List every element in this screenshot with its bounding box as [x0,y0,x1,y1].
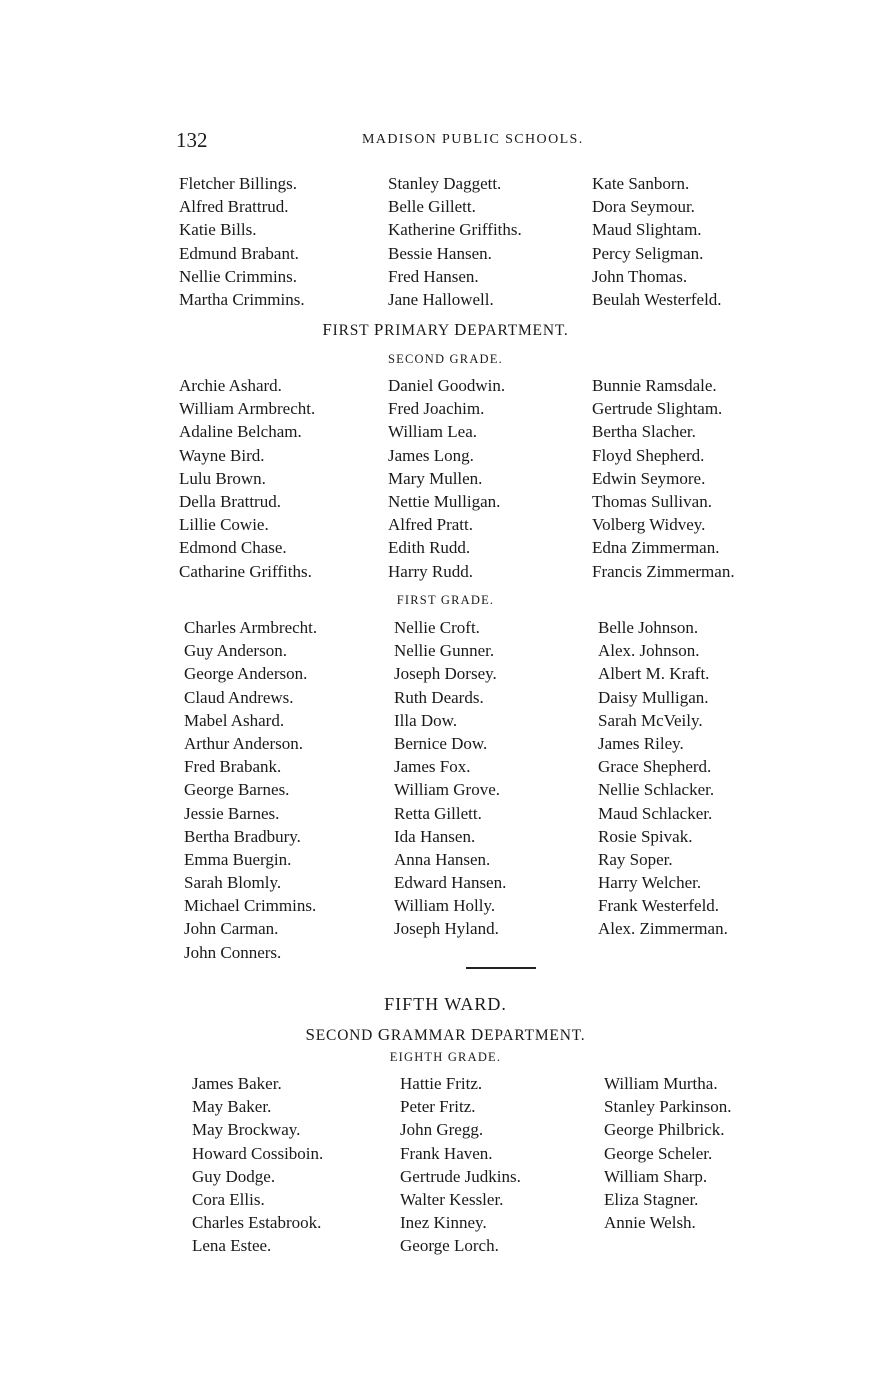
student-name: Maud Schlacker. [598,803,713,823]
student-name: Nellie Gunner. [394,641,495,661]
student-name: Eliza Stagner. [604,1189,699,1209]
name-column-1 [179,172,305,311]
name-column-1 [179,374,315,583]
student-name: Inez Kinney. [400,1213,487,1233]
grade-heading: SECOND GRADE. [388,352,503,366]
student-name: Walter Kessler. [400,1189,504,1209]
student-name: Stanley Parkinson. [604,1097,732,1117]
student-name: William Sharp. [604,1166,708,1186]
student-name: May Baker. [192,1097,272,1117]
student-name: George Barnes. [184,780,290,800]
page-number: 132 [176,128,208,152]
name-column-2 [394,616,506,941]
student-name: James Long. [388,445,474,465]
student-name: Lulu Brown. [179,468,266,488]
name-column-3 [592,172,722,311]
name-column-2 [388,374,505,583]
student-name: Edwin Seymore. [592,468,706,488]
student-name: Jessie Barnes. [184,803,280,823]
name-column-2 [388,172,522,311]
student-name: Archie Ashard. [179,376,282,395]
student-name: Fred Brabank. [184,757,282,777]
name-column-1 [184,616,317,964]
student-name: Guy Anderson. [184,641,287,661]
student-name: James Fox. [394,757,471,777]
student-name: Arthur Anderson. [184,733,303,753]
student-name: Francis Zimmerman. [592,561,735,581]
student-name: Edmund Brabant. [179,243,299,263]
student-name: Grace Shepherd. [598,757,712,777]
student-name: Bessie Hansen. [388,243,492,263]
grade-heading: EIGHTH GRADE. [389,1050,502,1064]
student-name: Katie Bills. [179,220,257,240]
student-name: Retta Gillett. [394,803,482,823]
student-name: Bunnie Ramsdale. [592,376,717,395]
student-name: Anna Hansen. [394,849,491,869]
student-name: Edward Hansen. [394,873,507,893]
student-name: Harry Rudd. [388,561,473,581]
student-name: Stanley Daggett. [388,174,502,193]
student-name: Emma Buergin. [184,849,292,869]
student-name: Lena Estee. [192,1236,272,1256]
student-name: Nettie Mulligan. [388,491,501,511]
student-name: Joseph Hyland. [394,919,499,939]
student-name: Edith Rudd. [388,538,471,558]
student-name: Charles Armbrecht. [184,618,318,637]
student-name: William Lea. [388,422,478,442]
student-name: Edna Zimmerman. [592,538,720,558]
student-name: Wayne Bird. [179,445,265,465]
student-name: Howard Cossiboin. [192,1143,324,1163]
student-name: Charles Estabrook. [192,1213,322,1233]
student-name: John Carman. [184,919,279,939]
student-name: Thomas Sullivan. [592,491,712,511]
student-name: Mabel Ashard. [184,710,285,730]
student-name: Alfred Brattrud. [179,197,289,217]
department-heading: SECOND GRAMMAR DEPARTMENT. [305,1025,586,1044]
student-name: Sarah McVeily. [598,710,703,730]
student-name: May Brockway. [192,1120,301,1140]
student-name: Maud Slightam. [592,220,702,240]
student-name: Annie Welsh. [604,1213,696,1233]
name-column-3 [592,374,735,583]
student-name: William Murtha. [604,1074,718,1093]
ward-heading: FIFTH WARD. [384,994,507,1014]
student-name: John Gregg. [400,1120,484,1140]
student-name: James Baker. [192,1074,282,1093]
student-name: Nellie Croft. [394,618,480,637]
student-name: Kate Sanborn. [592,174,690,193]
student-name: Martha Crimmins. [179,289,305,309]
running-title: MADISON PUBLIC SCHOOLS. [362,132,584,147]
student-name: William Holly. [394,896,496,916]
student-name: Gertrude Slightam. [592,399,723,419]
student-name: Bernice Dow. [394,733,488,753]
student-name: Fletcher Billings. [179,174,298,193]
student-name: Alex. Johnson. [598,641,700,661]
student-name: Catharine Griffiths. [179,561,312,581]
student-name: Della Brattrud. [179,491,281,511]
student-name: Ida Hansen. [394,826,476,846]
student-name: Daisy Mulligan. [598,687,709,707]
student-name: Joseph Dorsey. [394,664,497,684]
student-name: Daniel Goodwin. [388,376,506,395]
student-name: Fred Hansen. [388,266,479,286]
student-name: Gertrude Judkins. [400,1166,521,1186]
student-name: Percy Seligman. [592,243,704,263]
name-column-3 [598,616,728,941]
student-name: Albert M. Kraft. [598,664,710,684]
student-name: Michael Crimmins. [184,896,317,916]
student-name: Alex. Zimmerman. [598,919,728,939]
student-name: Belle Johnson. [598,618,699,637]
student-name: William Grove. [394,780,501,800]
student-name: Illa Dow. [394,710,458,730]
student-name: Guy Dodge. [192,1166,276,1186]
student-name: Edmond Chase. [179,538,287,558]
student-name: Lillie Cowie. [179,515,269,535]
student-name: Alfred Pratt. [388,515,473,535]
student-name: Floyd Shepherd. [592,445,705,465]
student-name: Adaline Belcham. [179,422,302,442]
student-name: George Anderson. [184,664,308,684]
student-name: George Philbrick. [604,1120,725,1140]
name-column-2 [400,1072,521,1258]
student-name: Jane Hallowell. [388,289,494,309]
student-name: John Conners. [184,942,282,962]
department-heading: FIRST PRIMARY DEPARTMENT. [322,320,569,339]
student-name: Ray Soper. [598,849,673,869]
student-name: Dora Seymour. [592,197,695,217]
student-name: Mary Mullen. [388,468,483,488]
student-name: Katherine Griffiths. [388,220,522,240]
student-name: Hattie Fritz. [400,1074,483,1093]
student-name: James Riley. [598,733,684,753]
student-name: Belle Gillett. [388,197,476,217]
student-name: Ruth Deards. [394,687,484,707]
running-head [176,128,631,152]
student-name: Claud Andrews. [184,687,294,707]
student-name: Nellie Crimmins. [179,266,298,286]
student-name: Rosie Spivak. [598,826,693,846]
name-column-1 [192,1072,323,1258]
student-name: William Armbrecht. [179,399,316,419]
student-name: George Scheler. [604,1143,713,1163]
section-divider [466,967,536,969]
student-name: Nellie Schlacker. [598,780,715,800]
student-name: Peter Fritz. [400,1097,476,1117]
student-name: Bertha Slacher. [592,422,696,442]
student-name: Fred Joachim. [388,399,485,419]
grade-heading: FIRST GRADE. [396,593,495,607]
student-name: Beulah Westerfeld. [592,289,722,309]
student-name: George Lorch. [400,1236,499,1256]
student-name: Sarah Blomly. [184,873,282,893]
student-name: Harry Welcher. [598,873,702,893]
student-name: Cora Ellis. [192,1189,265,1209]
student-name: Bertha Bradbury. [184,826,301,846]
student-name: Frank Haven. [400,1143,493,1163]
student-name: Frank Westerfeld. [598,896,720,916]
student-name: Volberg Widvey. [592,515,706,535]
name-column-3 [604,1072,732,1234]
student-name: John Thomas. [592,266,688,286]
